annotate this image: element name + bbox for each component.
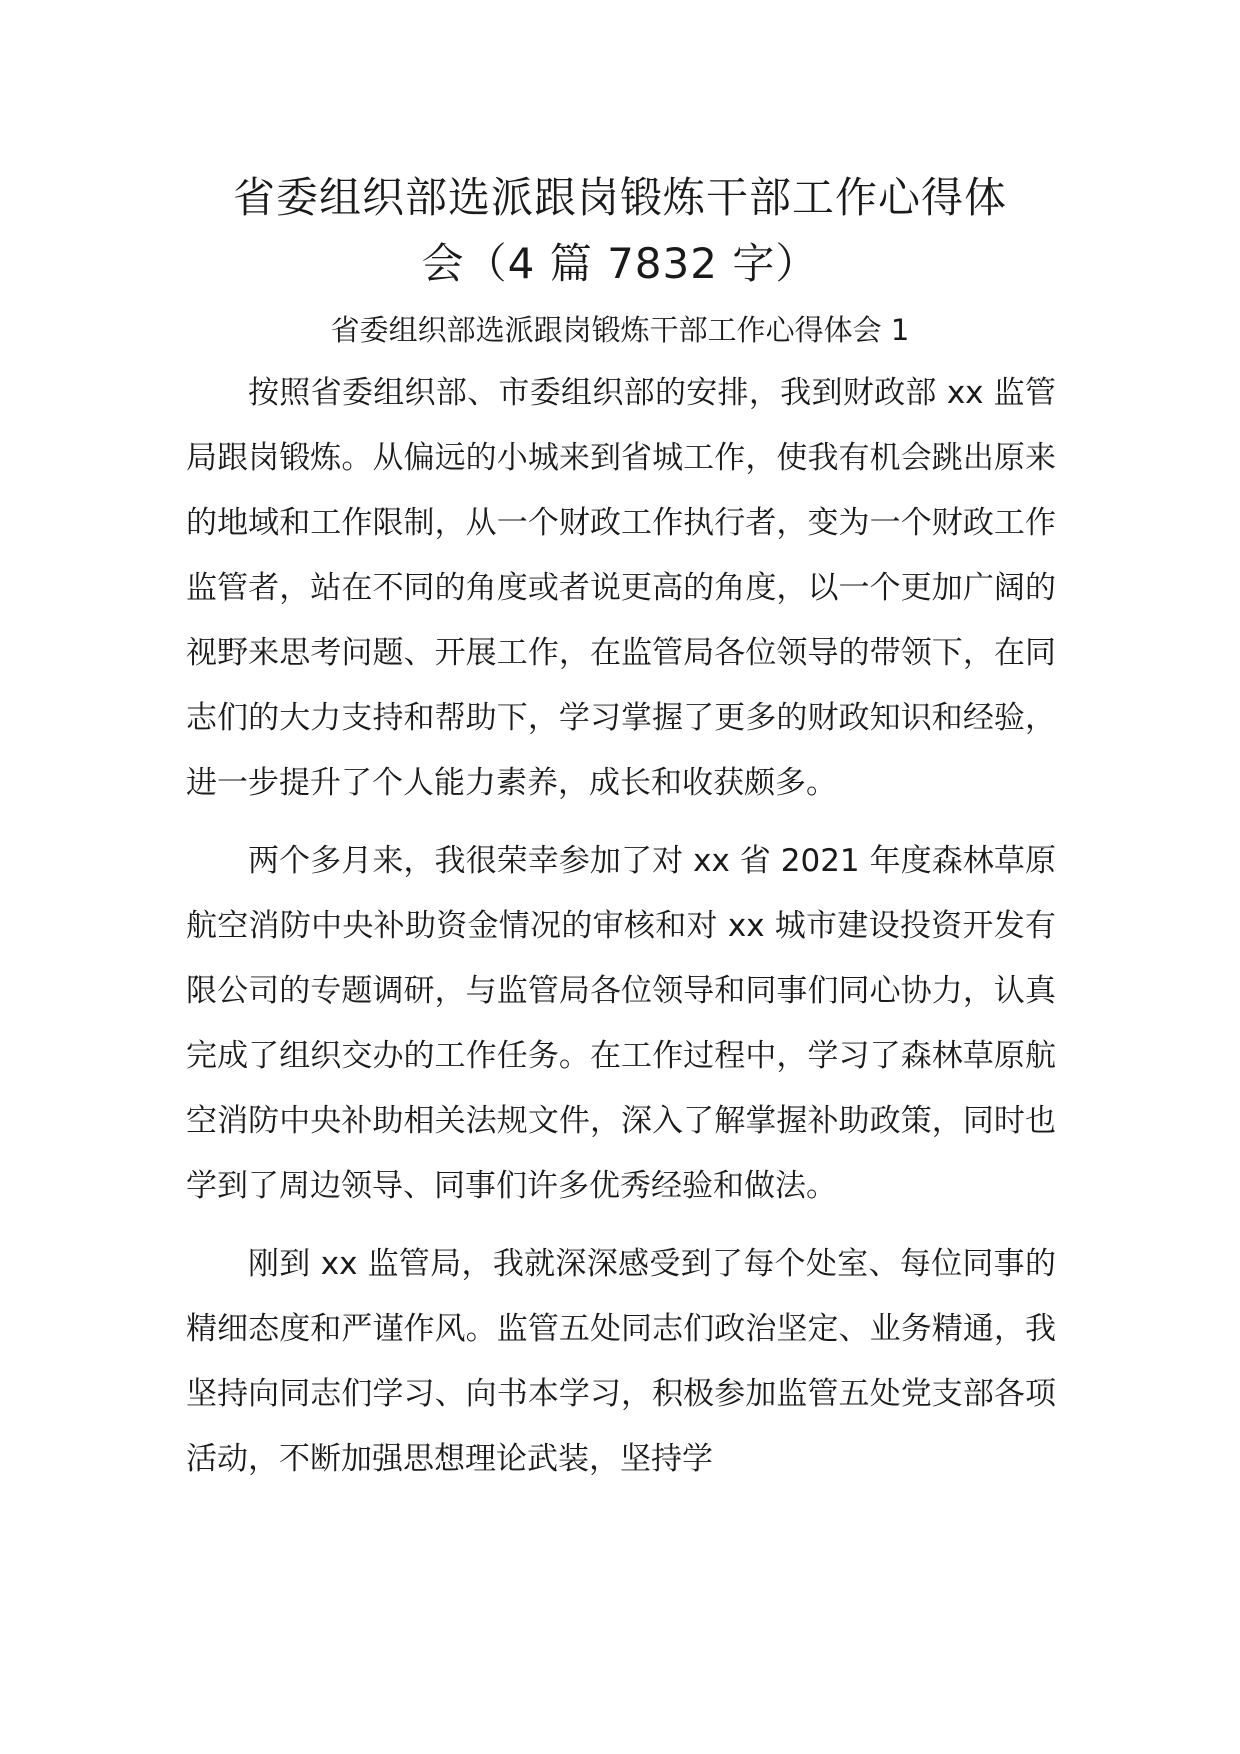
body-text	[186, 361, 1056, 1505]
paragraph: 两个多月来，我很荣幸参加了对 xx 省 2021 年度森林草原航空消防中央补助资金情况的审核和对 xx 城市建设投资开发有限公司的专题调研，与监管局各位领导和同事们同心协力，认真完成了组织交办的工作任务。在工作过程中，学习了森林草原航空消防中央补助相关法规文件，深入了解掌握补助政策，同时也学到了周边领导、同事们许多优秀经验和做法。	[186, 843, 1056, 1204]
title-line-2: 会（4 篇 7832 字）	[421, 239, 819, 288]
title-line-1: 省委组织部选派跟岗锻炼干部工作心得体	[232, 173, 1007, 222]
document-title	[180, 165, 1060, 297]
paragraph: 按照省委组织部、市委组织部的安排，我到财政部 xx 监管局跟岗锻炼。从偏远的小城来到省城工作，使我有机会跳出原来的地域和工作限制，从一个财政工作执行者，变为一个财政工作监管者，站在不同的角度或者说更高的角度，以一个更加广阔的视野来思考问题、开展工作，在监管局各位领导的带领下，在同志们的大力支持和帮助下，学习掌握了更多的财政知识和经验，进一步提升了个人能力素养，成长和收获颇多。	[186, 375, 1056, 801]
paragraph: 刚到 xx 监管局，我就深深感受到了每个处室、每位同事的精细态度和严谨作风。监管五处同志们政治坚定、业务精通，我坚持向同志们学习、向书本学习，积极参加监管五处党支部各项活动，不断加强思想理论武装，坚持学	[186, 1246, 1056, 1477]
section-heading: 省委组织部选派跟岗锻炼干部工作心得体会 1	[330, 313, 910, 347]
